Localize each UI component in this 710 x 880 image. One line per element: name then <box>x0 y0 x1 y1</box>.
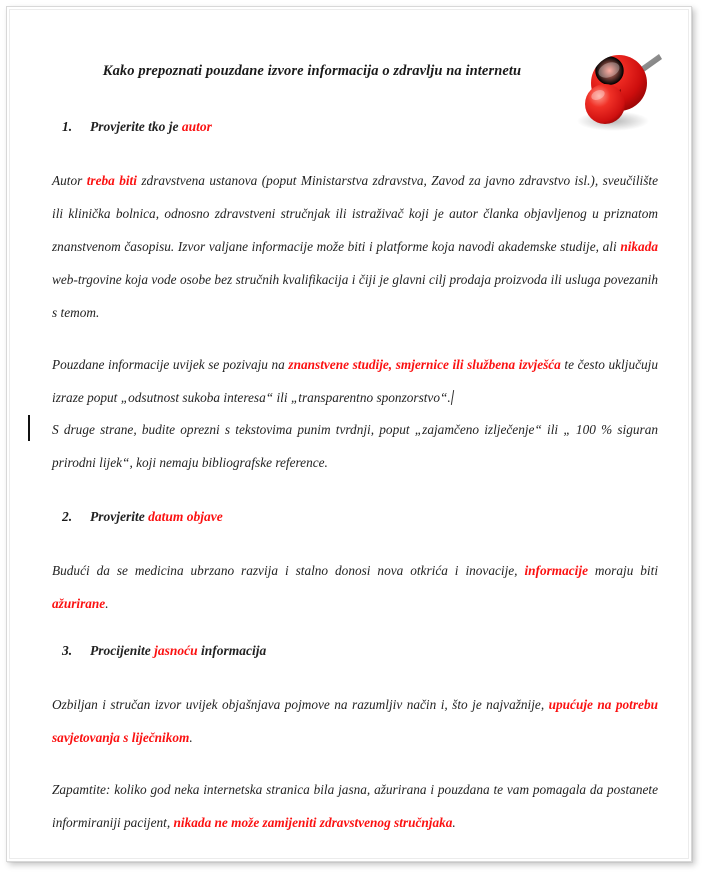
paragraph-6 <box>52 774 658 840</box>
text-cursor <box>451 390 454 405</box>
document-body <box>7 7 693 863</box>
p6-run-2: nikada ne može zamijeniti zdravstvenog stručnjaka <box>173 814 453 830</box>
paragraph-5 <box>52 689 658 755</box>
p4-run-1: Budući da se medicina ubrzano razvija i stalno donosi nova otkrića i inovacije, <box>52 563 525 578</box>
p5-run-3: . <box>189 729 193 745</box>
p2-run-1: Pouzdane informacije uvijek se pozivaju na <box>52 357 289 372</box>
p5-run-1: Ozbiljan i stručan izvor uvijek objašnjava pojmove na razumljiv način i, što je najvažnije, <box>52 697 549 712</box>
paragraph-1 <box>52 165 658 330</box>
p1-run-2: treba biti <box>86 173 137 188</box>
paragraph-4 <box>52 555 658 621</box>
heading-2-text-before: Provjerite <box>90 509 149 524</box>
p2-run-3: te često uključuju izraze poput „odsutnost sukoba interesa“ ili „transparentno sponzorstvo“. <box>52 357 658 405</box>
p4-run-4: ažurirane <box>52 595 106 611</box>
p1-run-3: zdravstvena ustanova (poput Ministarstva zdravstva, Zavod za javno zdravstvo isl.), sveučilište ili klinička bolnica, odnosno zdravstveni stručnjak ili istraživač koji je autor članka objavljenog u priznatom znanstvenom časopisu. Izvor valjane informacije može biti i platforme koja navodi akademske studije, ali <box>52 173 658 254</box>
p2-run-2: znanstvene studije, smjernice ili službena izvješća <box>288 357 561 372</box>
heading-1-number: 1. <box>62 119 73 134</box>
p1-run-4: nikada <box>620 238 658 254</box>
heading-3-text-before: Procijenite <box>90 643 155 658</box>
p1-run-1: Autor <box>52 173 87 188</box>
p6-run-1: Zapamtite: koliko god neka internetska stranica bila jasna, ažurirana i pouzdana te vam pomagala da postanete informiraniji pacijent, <box>52 782 658 830</box>
heading-3-text-accent: jasnoću <box>154 643 198 658</box>
heading-3 <box>62 643 622 659</box>
p3-run-1: S druge strane, budite oprezni s tekstovima punim tvrdnji, poput „zajamčeno izlječenje“ ili „ 100 % siguran prirodni lijek“, koji nemaju bibliografske reference. <box>52 422 658 470</box>
heading-2 <box>62 509 622 525</box>
p4-run-3: moraju biti <box>587 563 659 578</box>
heading-1-text-accent: autor <box>181 119 212 134</box>
p4-run-2: informacije <box>524 563 588 578</box>
paragraph-2 <box>52 349 658 415</box>
p1-run-5: web-trgovine koja vode osobe bez stručnih kvalifikacija i čiji je glavni cilj prodaja proizvoda ili usluga povezanih s temom. <box>52 271 658 320</box>
p5-run-2: upućuje na potrebu savjetovanja s liječnikom <box>52 697 658 745</box>
heading-1-text-before: Provjerite tko je <box>90 119 182 134</box>
heading-2-text-accent: datum objave <box>148 509 223 524</box>
heading-2-number: 2. <box>62 509 73 524</box>
paragraph-3 <box>52 414 658 480</box>
heading-1 <box>62 119 622 135</box>
page-title: Kako prepoznati pouzdane izvore informacija o zdravlju na internetu <box>102 63 522 79</box>
heading-3-number: 3. <box>62 643 73 658</box>
p6-run-3: . <box>452 814 456 830</box>
p4-run-5: . <box>105 595 109 611</box>
revision-change-bar <box>28 415 30 441</box>
document-page <box>6 6 692 862</box>
heading-3-text-after: informacija <box>197 643 267 658</box>
